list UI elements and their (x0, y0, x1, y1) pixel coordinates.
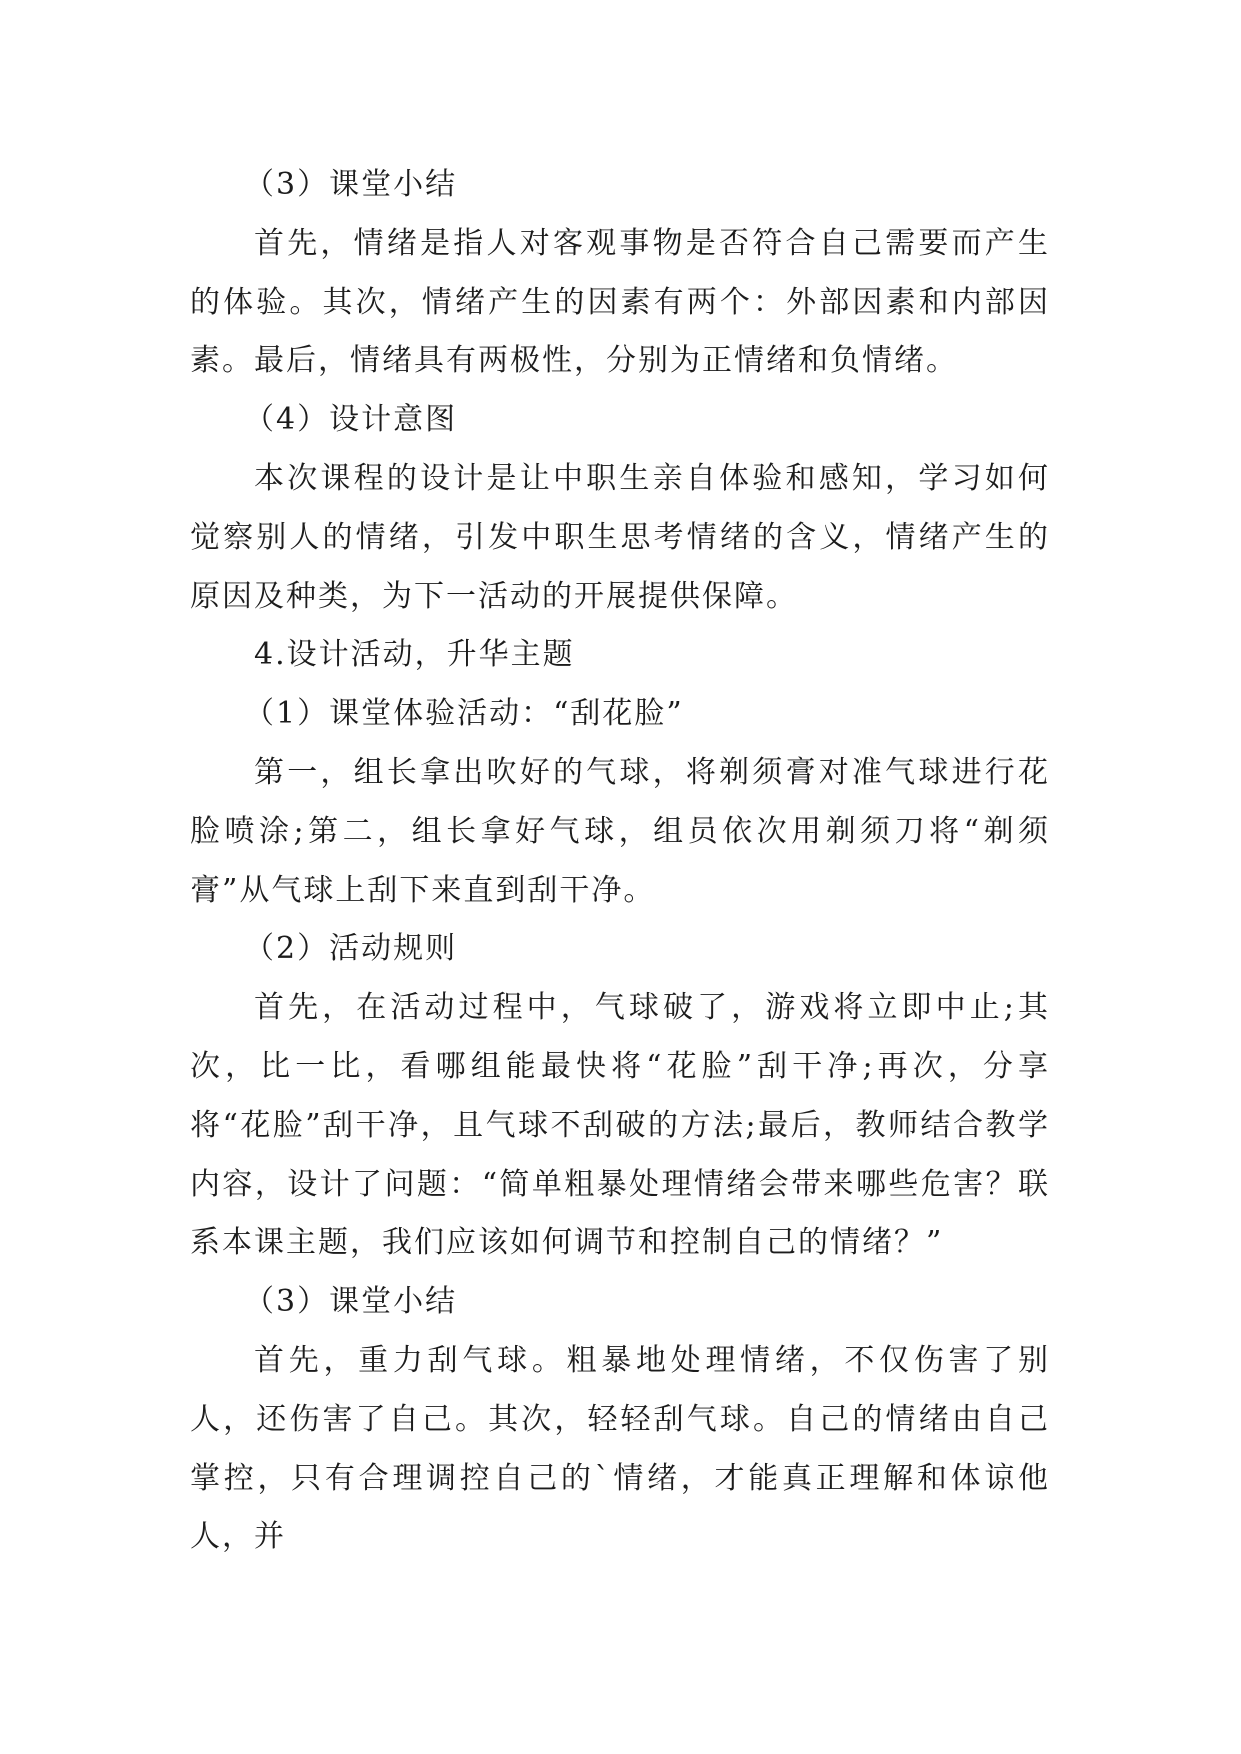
classroom-activity-paragraph: 第一，组长拿出吹好的气球，将剃须膏对准气球进行花脸喷涂;第二，组长拿好气球，组员依次用剃须刀将“剃须膏”从气球上刮下来直到刮干净。 (190, 754, 1050, 908)
design-intent-paragraph: 本次课程的设计是让中职生亲自体验和感知，学习如何觉察别人的情绪，引发中职生思考情绪的含义，情绪产生的原因及种类，为下一活动的开展提供保障。 (190, 460, 1050, 614)
section-heading-summary-2: （3）课堂小结 (244, 1284, 458, 1320)
document-body (190, 156, 1050, 1567)
summary-paragraph-2: 首先，重力刮气球。粗暴地处理情绪，不仅伤害了别人，还伤害了自己。其次，轻轻刮气球。自己的情绪由自己掌控，只有合理调控自己的`情绪，才能真正理解和体谅他人，并 (190, 1342, 1050, 1555)
rules-paragraph: 首先，在活动过程中，气球破了，游戏将立即中止;其次，比一比，看哪组能最快将“花脸”刮干净;再次，分享将“花脸”刮干净，且气球不刮破的方法;最后，教师结合教学内容，设计了问题：“简单粗暴处理情绪会带来哪些危害？联系本课主题，我们应该如何调节和控制自己的情绪？” (190, 990, 1050, 1261)
section-heading-activity: 4.设计活动，升华主题 (254, 637, 575, 673)
section-heading-summary: （3）课堂小结 (244, 167, 458, 202)
section-heading-design-intent: （4）设计意图 (244, 402, 458, 438)
section-heading-classroom-activity: （1）课堂体验活动：“刮花脸” (244, 696, 684, 732)
section-heading-rules: （2）活动规则 (244, 931, 458, 967)
summary-paragraph: 首先，情绪是指人对客观事物是否符合自己需要而产生的体验。其次，情绪产生的因素有两个：外部因素和内部因素。最后，情绪具有两极性，分别为正情绪和负情绪。 (190, 225, 1050, 379)
